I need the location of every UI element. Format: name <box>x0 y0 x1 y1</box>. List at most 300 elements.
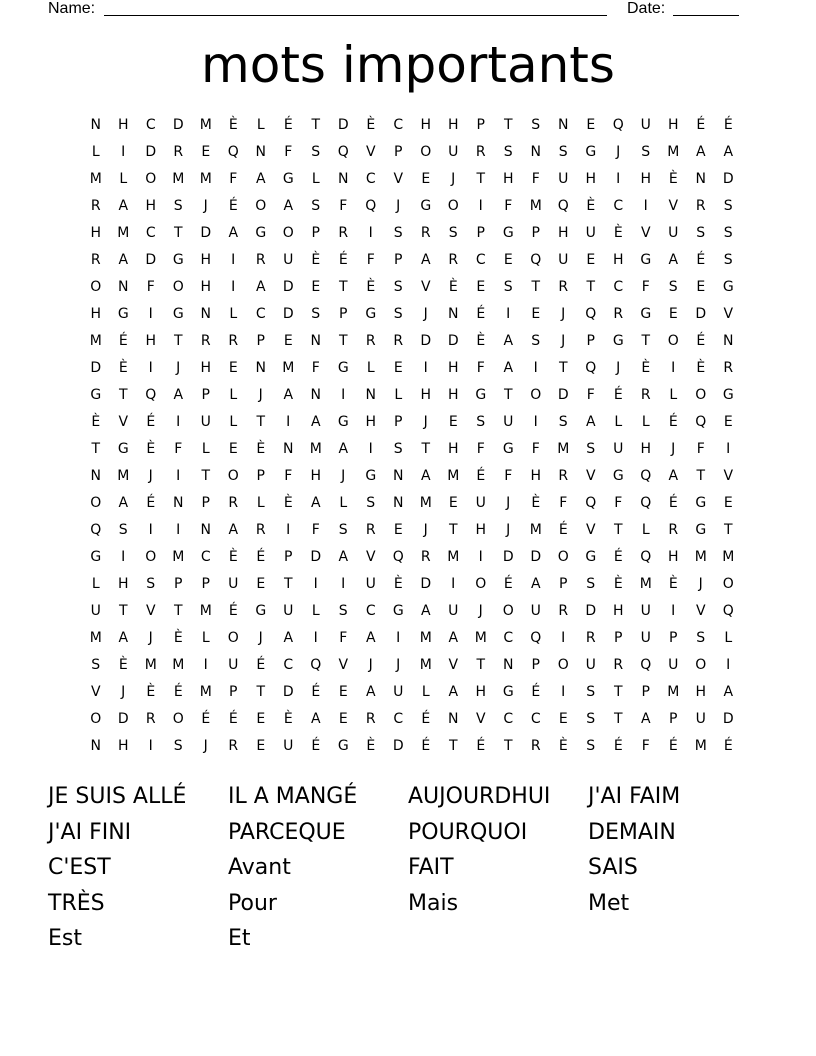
grid-letter: È <box>256 441 266 457</box>
grid-letter: S <box>118 522 128 538</box>
grid-letter: D <box>695 306 707 322</box>
grid-letter: U <box>558 171 569 187</box>
grid-letter: I <box>368 225 373 241</box>
grid-letter: I <box>231 279 236 295</box>
grid-letter: P <box>311 225 320 241</box>
grid-letter: H <box>447 360 459 376</box>
grid-letter: E <box>256 711 266 727</box>
grid-letter: N <box>695 171 706 187</box>
grid-letter: M <box>639 576 652 592</box>
grid-letter: M <box>447 468 460 484</box>
grid-letter: N <box>393 495 404 511</box>
grid-letter: P <box>201 576 210 592</box>
grid-row <box>82 274 742 301</box>
grid-letter: R <box>393 333 404 349</box>
grid-letter: J <box>121 684 126 700</box>
grid-letter: J <box>396 657 401 673</box>
grid-letter: F <box>559 495 568 511</box>
grid-letter: L <box>421 684 430 700</box>
grid-letter: N <box>283 441 294 457</box>
grid-letter: Q <box>612 117 624 133</box>
grid-letter: G <box>337 360 349 376</box>
grid-row <box>82 166 742 193</box>
grid-letter: G <box>695 522 707 538</box>
grid-letter: S <box>531 333 541 349</box>
grid-letter: J <box>561 333 566 349</box>
grid-letter: C <box>613 279 624 295</box>
grid-letter: T <box>448 738 458 754</box>
grid-letter: A <box>283 630 294 646</box>
grid-letter: A <box>530 576 541 592</box>
grid-letter: V <box>365 549 376 565</box>
grid-letter: A <box>585 414 596 430</box>
grid-letter: H <box>117 117 129 133</box>
grid-letter: S <box>641 144 651 160</box>
grid-letter: G <box>117 441 129 457</box>
grid-letter: I <box>671 360 676 376</box>
grid-letter: É <box>228 603 238 619</box>
grid-letter: F <box>614 495 623 511</box>
grid-letter: É <box>283 117 293 133</box>
grid-letter: H <box>585 171 597 187</box>
grid-letter: É <box>173 684 183 700</box>
grid-letter: É <box>311 738 321 754</box>
grid-letter: I <box>478 549 483 565</box>
grid-letter: O <box>90 711 102 727</box>
grid-letter: F <box>586 387 595 403</box>
grid-letter: O <box>172 279 184 295</box>
grid-letter: M <box>557 441 570 457</box>
grid-letter: È <box>228 117 238 133</box>
grid-letter: F <box>476 360 485 376</box>
grid-letter: R <box>365 333 376 349</box>
grid-letter: D <box>172 117 184 133</box>
grid-letter: F <box>531 441 540 457</box>
grid-letter: O <box>557 657 569 673</box>
grid-letter: È <box>283 495 293 511</box>
grid-row <box>82 355 742 382</box>
grid-letter: É <box>668 495 678 511</box>
grid-letter: O <box>722 576 734 592</box>
name-blank-line <box>104 15 607 16</box>
grid-row <box>82 652 742 679</box>
grid-letter: H <box>145 333 157 349</box>
grid-letter: S <box>448 225 458 241</box>
grid-letter: H <box>200 360 212 376</box>
grid-letter: R <box>475 144 486 160</box>
grid-letter: É <box>613 549 623 565</box>
grid-letter: T <box>641 333 651 349</box>
grid-letter: Q <box>557 198 569 214</box>
grid-letter: S <box>173 198 183 214</box>
grid-letter: I <box>533 414 538 430</box>
grid-letter: P <box>229 684 238 700</box>
grid-letter: P <box>531 225 540 241</box>
grid-letter: D <box>585 603 597 619</box>
grid-letter: R <box>558 603 569 619</box>
worksheet-header <box>48 0 748 18</box>
grid-letter: R <box>255 252 266 268</box>
grid-letter: I <box>313 576 318 592</box>
grid-letter: R <box>558 279 569 295</box>
grid-letter: G <box>722 387 734 403</box>
grid-letter: E <box>723 495 733 511</box>
grid-letter: T <box>256 414 266 430</box>
grid-letter: U <box>283 252 294 268</box>
grid-letter: A <box>420 468 431 484</box>
grid-letter: S <box>311 306 321 322</box>
grid-letter: A <box>503 333 514 349</box>
grid-letter: E <box>503 252 513 268</box>
grid-letter: R <box>145 711 156 727</box>
grid-letter: M <box>144 657 157 673</box>
grid-letter: R <box>255 522 266 538</box>
grid-letter: E <box>586 252 596 268</box>
grid-letter: I <box>313 630 318 646</box>
grid-letter: V <box>393 171 404 187</box>
grid-letter: È <box>146 441 156 457</box>
grid-letter: I <box>148 522 153 538</box>
grid-letter: J <box>423 306 428 322</box>
grid-letter: M <box>199 117 212 133</box>
grid-letter: Q <box>530 252 542 268</box>
grid-letter: D <box>200 225 212 241</box>
grid-letter: P <box>476 117 485 133</box>
grid-letter: É <box>696 333 706 349</box>
word-bank-item: Pour <box>228 890 277 916</box>
grid-letter: T <box>613 684 623 700</box>
grid-letter: A <box>640 711 651 727</box>
grid-letter: A <box>338 549 349 565</box>
grid-letter: A <box>228 522 239 538</box>
grid-letter: L <box>91 144 100 160</box>
grid-letter: F <box>229 171 238 187</box>
grid-letter: H <box>447 117 459 133</box>
grid-letter: G <box>255 225 267 241</box>
grid-letter: I <box>148 306 153 322</box>
grid-letter: C <box>145 117 156 133</box>
grid-letter: T <box>338 279 348 295</box>
grid-letter: S <box>311 198 321 214</box>
grid-letter: D <box>447 333 459 349</box>
grid-row <box>82 139 742 166</box>
grid-letter: I <box>506 306 511 322</box>
grid-letter: J <box>368 657 373 673</box>
grid-letter: R <box>695 198 706 214</box>
grid-letter: M <box>694 738 707 754</box>
grid-letter: M <box>419 657 432 673</box>
grid-letter: O <box>227 630 239 646</box>
grid-letter: J <box>423 414 428 430</box>
grid-letter: G <box>392 603 404 619</box>
grid-letter: N <box>255 144 266 160</box>
grid-letter: N <box>723 333 734 349</box>
word-bank-item: Met <box>588 890 630 916</box>
grid-letter: I <box>561 630 566 646</box>
grid-letter: A <box>228 225 239 241</box>
grid-letter: G <box>585 144 597 160</box>
grid-letter: L <box>201 441 210 457</box>
grid-letter: U <box>613 441 624 457</box>
grid-letter: S <box>503 279 513 295</box>
grid-letter: D <box>282 279 294 295</box>
grid-letter: H <box>612 252 624 268</box>
grid-letter: A <box>448 630 459 646</box>
grid-letter: U <box>503 414 514 430</box>
grid-letter: Q <box>392 549 404 565</box>
grid-letter: É <box>503 576 513 592</box>
grid-letter: É <box>558 522 568 538</box>
word-bank-item: POURQUOI <box>408 819 528 845</box>
grid-letter: A <box>255 171 266 187</box>
grid-letter: S <box>366 495 376 511</box>
grid-letter: O <box>695 657 707 673</box>
grid-letter: N <box>448 306 459 322</box>
grid-letter: C <box>503 711 514 727</box>
word-search-grid <box>82 112 742 760</box>
grid-letter: G <box>172 252 184 268</box>
grid-letter: R <box>228 495 239 511</box>
grid-letter: L <box>614 414 623 430</box>
grid-letter: E <box>696 279 706 295</box>
grid-letter: H <box>557 225 569 241</box>
grid-row <box>82 193 742 220</box>
grid-letter: T <box>173 603 183 619</box>
grid-letter: G <box>365 468 377 484</box>
grid-letter: E <box>283 333 293 349</box>
grid-letter: C <box>365 603 376 619</box>
grid-letter: R <box>420 225 431 241</box>
grid-letter: C <box>530 711 541 727</box>
grid-letter: I <box>286 414 291 430</box>
grid-letter: M <box>474 630 487 646</box>
grid-letter: M <box>117 468 130 484</box>
grid-letter: N <box>365 387 376 403</box>
page-title: mots importants <box>201 36 615 94</box>
grid-letter: U <box>585 657 596 673</box>
grid-row <box>82 436 742 463</box>
grid-letter: È <box>531 495 541 511</box>
grid-letter: V <box>145 603 156 619</box>
grid-letter: I <box>726 441 731 457</box>
grid-letter: M <box>172 549 185 565</box>
grid-letter: J <box>341 468 346 484</box>
grid-letter: M <box>282 360 295 376</box>
grid-letter: G <box>282 171 294 187</box>
grid-letter: S <box>723 252 733 268</box>
grid-letter: A <box>310 495 321 511</box>
grid-letter: È <box>696 360 706 376</box>
grid-letter: R <box>228 738 239 754</box>
grid-letter: O <box>530 387 542 403</box>
grid-letter: F <box>146 279 155 295</box>
grid-letter: I <box>726 657 731 673</box>
grid-letter: R <box>365 711 376 727</box>
grid-letter: G <box>640 306 652 322</box>
grid-letter: É <box>421 711 431 727</box>
grid-letter: H <box>475 522 487 538</box>
grid-letter: È <box>146 684 156 700</box>
grid-letter: S <box>393 441 403 457</box>
grid-letter: H <box>117 576 129 592</box>
grid-letter: S <box>393 279 403 295</box>
grid-letter: N <box>310 333 321 349</box>
grid-letter: R <box>530 738 541 754</box>
grid-letter: É <box>696 252 706 268</box>
grid-letter: Q <box>640 495 652 511</box>
grid-letter: L <box>394 387 403 403</box>
grid-letter: O <box>502 603 514 619</box>
grid-letter: I <box>341 387 346 403</box>
grid-row <box>82 382 742 409</box>
grid-letter: F <box>284 468 293 484</box>
grid-letter: R <box>640 387 651 403</box>
grid-letter: S <box>146 576 156 592</box>
grid-letter: G <box>172 306 184 322</box>
grid-letter: F <box>284 144 293 160</box>
grid-letter: T <box>613 711 623 727</box>
grid-letter: È <box>476 333 486 349</box>
grid-letter: D <box>90 360 102 376</box>
grid-letter: S <box>723 225 733 241</box>
grid-letter: V <box>668 198 679 214</box>
grid-letter: D <box>117 711 129 727</box>
grid-letter: F <box>504 468 513 484</box>
grid-letter: F <box>696 441 705 457</box>
grid-letter: R <box>90 252 101 268</box>
word-bank-item: TRÈS <box>48 890 105 916</box>
grid-letter: H <box>612 603 624 619</box>
grid-letter: H <box>420 387 432 403</box>
grid-letter: È <box>586 198 596 214</box>
grid-letter: N <box>90 117 101 133</box>
grid-letter: A <box>310 711 321 727</box>
grid-letter: A <box>283 387 294 403</box>
grid-letter: Q <box>640 657 652 673</box>
grid-letter: S <box>503 144 513 160</box>
grid-letter: A <box>283 198 294 214</box>
grid-letter: F <box>311 360 320 376</box>
grid-letter: A <box>365 630 376 646</box>
grid-letter: R <box>365 522 376 538</box>
grid-letter: L <box>201 630 210 646</box>
date-label: Date: <box>627 0 666 17</box>
grid-letter: É <box>613 738 623 754</box>
grid-letter: I <box>671 603 676 619</box>
grid-letter: G <box>502 225 514 241</box>
grid-letter: T <box>256 684 266 700</box>
grid-letter: E <box>558 711 568 727</box>
grid-letter: P <box>284 549 293 565</box>
grid-letter: S <box>586 441 596 457</box>
grid-letter: S <box>586 684 596 700</box>
grid-letter: P <box>669 711 678 727</box>
grid-letter: É <box>201 711 211 727</box>
grid-letter: J <box>423 522 428 538</box>
grid-letter: D <box>502 549 514 565</box>
grid-letter: G <box>502 684 514 700</box>
grid-letter: U <box>228 657 239 673</box>
grid-row <box>82 598 742 625</box>
grid-letter: G <box>420 198 432 214</box>
grid-letter: Q <box>585 306 597 322</box>
grid-letter: L <box>641 414 650 430</box>
grid-letter: M <box>89 333 102 349</box>
grid-letter: É <box>256 657 266 673</box>
grid-letter: È <box>118 657 128 673</box>
grid-row <box>82 409 742 436</box>
grid-letter: T <box>696 468 706 484</box>
grid-letter: D <box>557 387 569 403</box>
grid-letter: É <box>118 333 128 349</box>
grid-letter: H <box>200 279 212 295</box>
grid-letter: É <box>311 684 321 700</box>
grid-letter: L <box>366 360 375 376</box>
grid-letter: I <box>148 738 153 754</box>
grid-letter: G <box>337 738 349 754</box>
grid-letter: T <box>201 468 211 484</box>
grid-letter: U <box>640 117 651 133</box>
grid-letter: H <box>447 441 459 457</box>
grid-letter: R <box>448 252 459 268</box>
grid-letter: D <box>722 171 734 187</box>
grid-letter: E <box>448 495 458 511</box>
grid-letter: D <box>145 144 157 160</box>
grid-letter: T <box>476 657 486 673</box>
grid-letter: P <box>641 684 650 700</box>
grid-letter: J <box>203 738 208 754</box>
grid-letter: H <box>420 117 432 133</box>
grid-letter: G <box>365 306 377 322</box>
grid-letter: J <box>176 360 181 376</box>
grid-letter: I <box>176 468 181 484</box>
grid-letter: P <box>394 144 403 160</box>
grid-letter: È <box>366 279 376 295</box>
grid-letter: R <box>585 630 596 646</box>
grid-letter: V <box>695 603 706 619</box>
grid-letter: S <box>393 306 403 322</box>
grid-letter: P <box>394 414 403 430</box>
word-bank-item: J'AI FAIM <box>588 784 681 809</box>
grid-letter: S <box>668 279 678 295</box>
grid-letter: É <box>476 738 486 754</box>
grid-letter: Q <box>530 630 542 646</box>
grid-letter: T <box>503 117 513 133</box>
word-bank-item: FAIT <box>408 855 454 880</box>
grid-letter: T <box>558 360 568 376</box>
grid-row <box>82 220 742 247</box>
grid-letter: R <box>668 522 679 538</box>
grid-letter: O <box>145 171 157 187</box>
grid-letter: E <box>448 414 458 430</box>
grid-letter: S <box>586 738 596 754</box>
grid-letter: È <box>366 738 376 754</box>
grid-letter: É <box>256 549 266 565</box>
grid-letter: C <box>145 225 156 241</box>
grid-letter: P <box>201 495 210 511</box>
grid-letter: V <box>118 414 129 430</box>
grid-letter: N <box>530 144 541 160</box>
grid-letter: T <box>118 387 128 403</box>
grid-letter: D <box>337 117 349 133</box>
grid-letter: G <box>502 441 514 457</box>
grid-letter: Q <box>585 495 597 511</box>
grid-letter: Q <box>310 657 322 673</box>
grid-letter: U <box>695 711 706 727</box>
grid-letter: H <box>667 549 679 565</box>
grid-letter: M <box>172 171 185 187</box>
grid-letter: N <box>338 171 349 187</box>
